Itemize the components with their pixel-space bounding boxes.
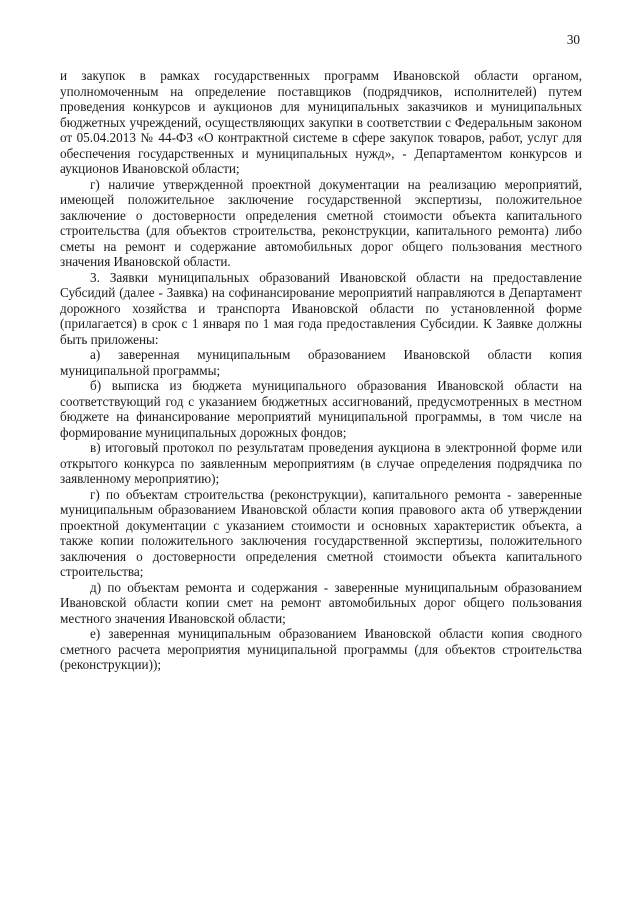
document-body xyxy=(60,68,582,673)
paragraph-item-a: а) заверенная муниципальным образованием Ивановской области копия муниципальной программы; xyxy=(60,347,582,378)
paragraph-section-3: 3. Заявки муниципальных образований Ивановской области на предоставление Субсидий (далее - Заявка) на софинансирование мероприятий направляются в Департамент дорожного хозяйства и транспорта Ивановской области по установленной форме (прилагается) в срок с 1 января по 1 мая года предоставления Субсидии. К Заявке должны быть приложены: xyxy=(60,269,582,347)
page-number: 30 xyxy=(566,32,580,47)
paragraph-item-e: е) заверенная муниципальным образованием Ивановской области копия сводного сметного расчета мероприятия муниципальной программы (для объектов строительства (реконструкции)); xyxy=(60,626,582,672)
paragraph-item-g: г) по объектам строительства (реконструкции), капитального ремонта - заверенные муниципальным образованием Ивановской области копия правового акта об утверждении проектной документации с указанием стоимости и основных характеристик объекта, а также копии положительного заключения государственной экспертизы, положительного заключения о достоверности определения сметной стоимости объекта капитального строительства; xyxy=(60,486,582,579)
paragraph-continuation: и закупок в рамках государственных программ Ивановской области органом, уполномоченным на определение поставщиков (подрядчиков, исполнителей) путем проведения конкурсов и аукционов для муниципальных заказчиков и муниципальных бюджетных учреждений, осуществляющих закупки в соответствии с Федеральным законом от 05.04.2013 № 44-ФЗ «О контрактной системе в сфере закупок товаров, работ, услуг для обеспечения государственных и муниципальных нужд», - Департаментом конкурсов и аукционов Ивановской области; xyxy=(60,68,582,176)
paragraph-item-d: д) по объектам ремонта и содержания - заверенные муниципальным образованием Ивановской области копии смет на ремонт автомобильных дорог общего пользования местного значения Ивановской области; xyxy=(60,579,582,626)
paragraph-item-b: б) выписка из бюджета муниципального образования Ивановской области на соответствующий год с указанием бюджетных ассигнований, предусмотренных в местном бюджете на финансирование мероприятий муниципальной программы, в том числе на формирование муниципальных дорожных фондов; xyxy=(60,378,582,440)
paragraph-item-v: в) итоговый протокол по результатам проведения аукциона в электронной форме или открытого конкурса по заявленным мероприятиям (в случае определения подрядчика по заявленному мероприятию); xyxy=(60,440,582,486)
paragraph-item-g-project-docs: г) наличие утвержденной проектной документации на реализацию мероприятий, имеющей положительное заключение государственной экспертизы, положительное заключение о достоверности определения сметной стоимости объекта капитального строительства (для объектов строительства, реконструкции, капитального ремонта) либо сметы на ремонт и содержание автомобильных дорог общего пользования местного значения Ивановской области. xyxy=(60,176,582,269)
